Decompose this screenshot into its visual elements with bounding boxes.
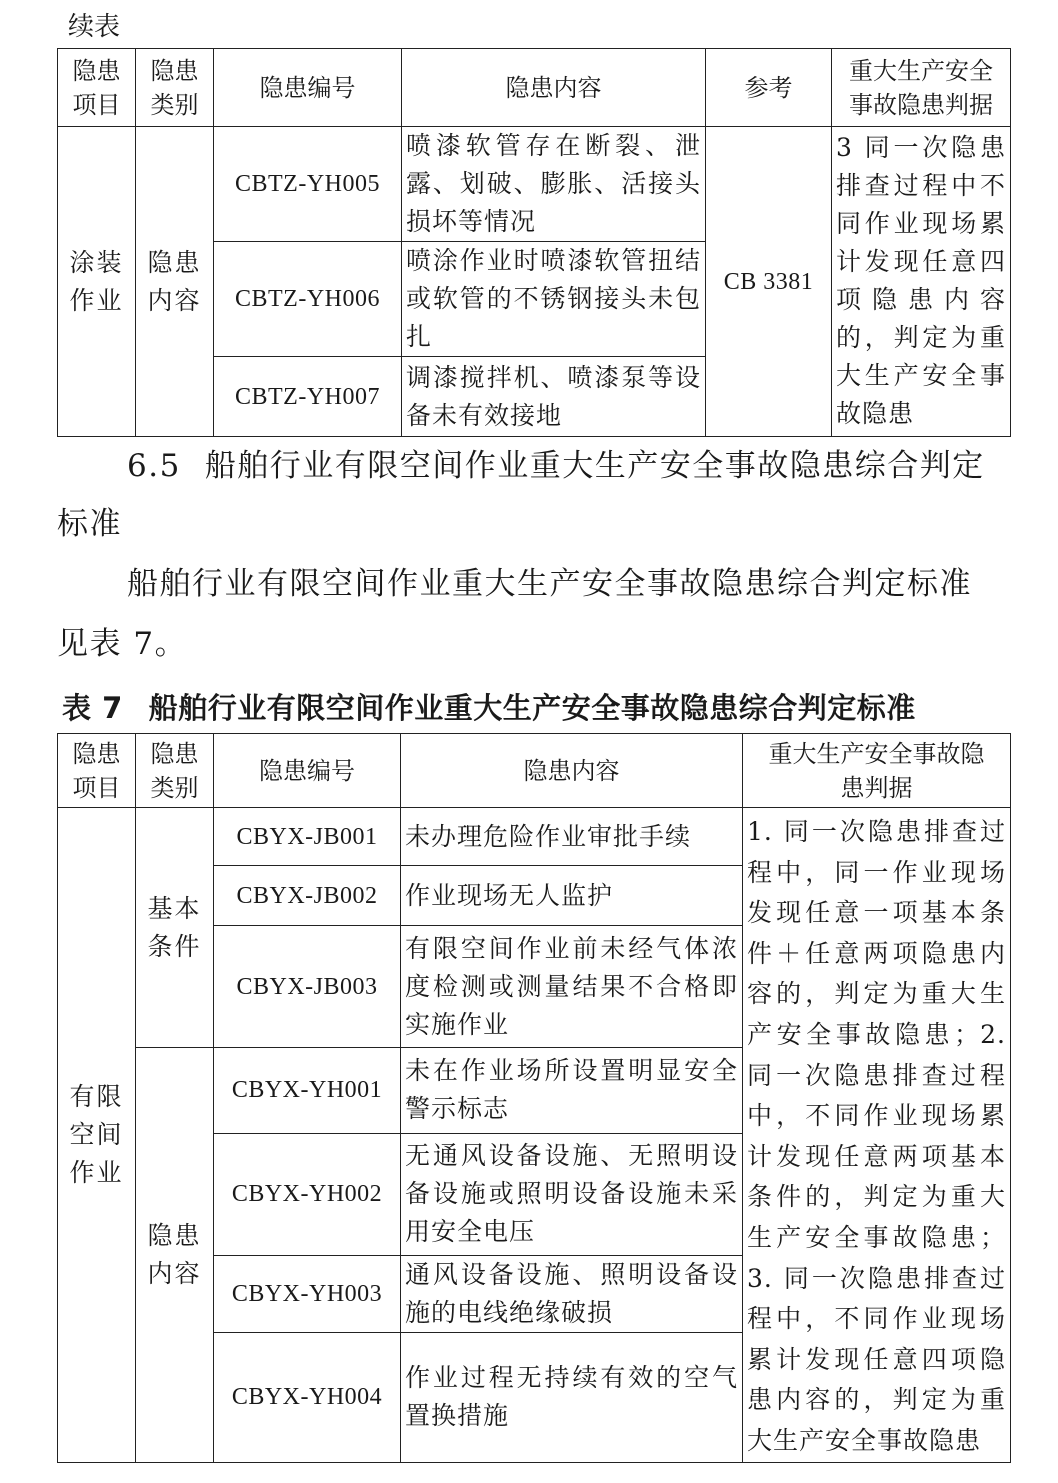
header-item: 隐患 项目	[58, 734, 136, 808]
header-content: 隐患内容	[402, 49, 706, 127]
table7	[57, 733, 1011, 1463]
continued-label: 续表	[68, 12, 121, 42]
reference-cell: CB 3381	[706, 127, 832, 437]
header-category: 隐患 类别	[136, 49, 214, 127]
hazard-code-cell: CBYX-YH002	[214, 1133, 401, 1255]
hazard-code-cell: CBYX-YH001	[214, 1048, 401, 1134]
hazard-item-cell: 涂装 作业	[58, 127, 136, 437]
hazard-content-cell: 调漆搅拌机、喷漆泵等设备未有效接地	[402, 357, 706, 437]
continued-table	[57, 48, 1011, 437]
hazard-content-cell: 喷漆软管存在断裂、泄露、划破、膨胀、活接头损坏等情况	[402, 127, 706, 242]
hazard-content-cell: 作业过程无持续有效的空气置换措施	[401, 1332, 743, 1462]
basis-cell: 1. 同一次隐患排查过程中，同一作业现场发现任意一项基本条件＋任意两项隐患内容的，判定为重大生产安全事故隐患；2. 同一次隐患排查过程中，不同作业现场累计发现任意两项基本条件的，判定为重大生产安全事故隐患；3. 同一次隐患排查过程中，不同作业现场累计发现任意四项隐患内容的，判定为重大生产安全事故隐患	[743, 808, 1011, 1463]
section-heading	[127, 446, 1007, 486]
table7-caption-number: 表 7	[62, 691, 123, 725]
header-reference: 参考	[706, 49, 832, 127]
basis-cell: 3 同一次隐患排查过程中不同作业现场累计发现任意四项隐患内容的，判定为重大生产安全事故隐患	[832, 127, 1011, 437]
hazard-content-cell: 通风设备设施、照明设备设施的电线绝缘破损	[401, 1255, 743, 1332]
section-body: 船舶行业有限空间作业重大生产安全事故隐患综合判定标准	[127, 566, 972, 602]
hazard-content-cell: 喷涂作业时喷漆软管扭结或软管的不锈钢接头未包扎	[402, 242, 706, 357]
hazard-category-cell: 隐患 内容	[136, 1048, 214, 1463]
header-basis: 重大生产安全 事故隐患判据	[832, 49, 1011, 127]
hazard-category-cell: 隐患 内容	[136, 127, 214, 437]
hazard-code-cell: CBYX-JB001	[214, 808, 401, 866]
hazard-code-cell: CBYX-YH004	[214, 1332, 401, 1462]
hazard-code-cell: CBYX-JB002	[214, 866, 401, 926]
hazard-code-cell: CBTZ-YH005	[214, 127, 402, 242]
table7-caption-title: 船舶行业有限空间作业重大生产安全事故隐患综合判定标准	[148, 691, 916, 725]
header-basis: 重大生产安全事故隐 患判据	[743, 734, 1011, 808]
hazard-content-cell: 未在作业场所设置明显安全警示标志	[401, 1048, 743, 1134]
header-category: 隐患 类别	[136, 734, 214, 808]
hazard-content-cell: 无通风设备设施、无照明设备设施或照明设备设施未采用安全电压	[401, 1133, 743, 1255]
hazard-code-cell: CBYX-JB003	[214, 926, 401, 1048]
table-header-row	[58, 49, 1011, 127]
hazard-content-cell: 未办理危险作业审批手续	[401, 808, 743, 866]
hazard-content-cell: 有限空间作业前未经气体浓度检测或测量结果不合格即实施作业	[401, 926, 743, 1048]
header-code: 隐患编号	[214, 734, 401, 808]
hazard-code-cell: CBYX-YH003	[214, 1255, 401, 1332]
table-row	[58, 127, 1011, 242]
section-body-continued: 见表 7。	[57, 626, 188, 662]
hazard-content-cell: 作业现场无人监护	[401, 866, 743, 926]
hazard-category-cell: 基本 条件	[136, 808, 214, 1048]
section-title: 船舶行业有限空间作业重大生产安全事故隐患综合判定	[204, 448, 985, 484]
table7-caption	[62, 686, 916, 727]
header-content: 隐患内容	[401, 734, 743, 808]
table-row	[58, 808, 1011, 866]
header-code: 隐患编号	[214, 49, 402, 127]
header-item: 隐患 项目	[58, 49, 136, 127]
section-title-continued: 标准	[57, 506, 122, 542]
hazard-code-cell: CBTZ-YH006	[214, 242, 402, 357]
table-header-row	[58, 734, 1011, 808]
section-number: 6.5	[127, 448, 181, 484]
hazard-code-cell: CBTZ-YH007	[214, 357, 402, 437]
hazard-item-cell: 有限 空间 作业	[58, 808, 136, 1463]
